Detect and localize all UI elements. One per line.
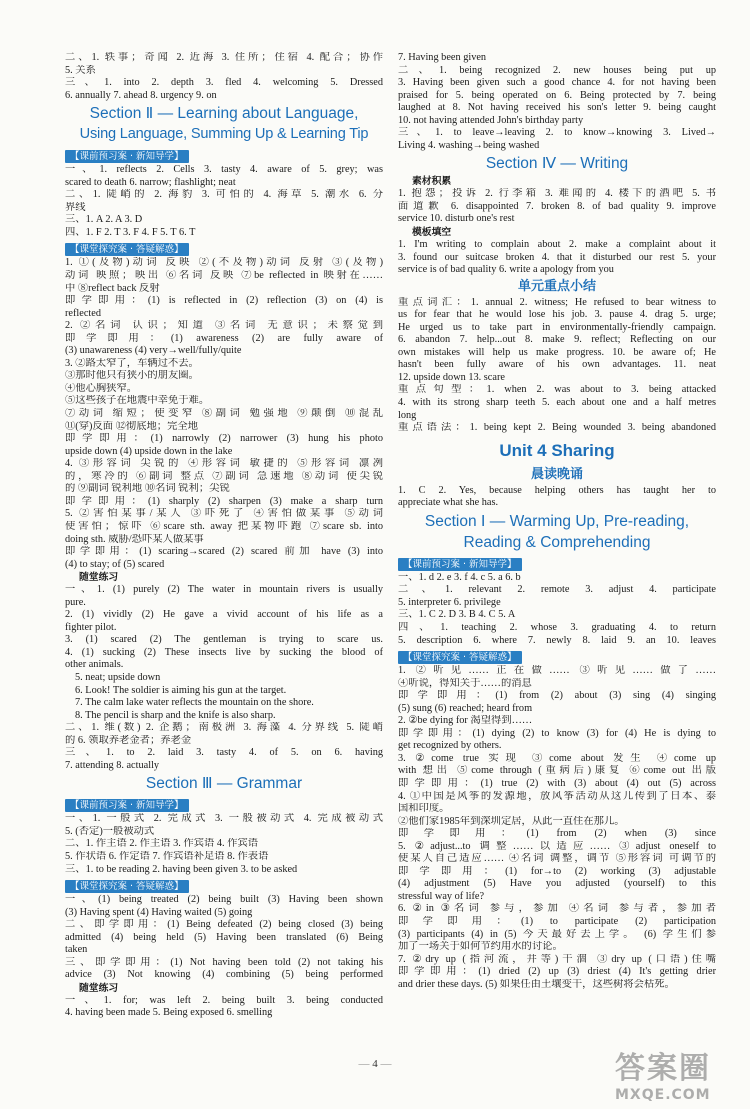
answer-line: 2. (1) vividly (2) He gave a vivid account of his life as a	[65, 609, 383, 621]
answer-line: advice (3) Not knowing (4) combining (5) being performed	[65, 969, 383, 981]
answer-line: 动词 映照；映出 ⑥名词 反映 ⑦be reflected in 映射在……	[65, 270, 383, 282]
answer-line: 7. Having been given	[398, 52, 487, 63]
subsection-title: 单元重点小结	[517, 278, 596, 294]
answer-line: He urged us to take part in environmentally-friendly campaign.	[398, 321, 716, 333]
answer-line: hasn't been fully aware of his own advantages. 11. neat	[398, 359, 716, 371]
answer-line: 二、1. 作主语 2. 作主语 3. 作宾语 4. 作宾语	[65, 838, 259, 850]
answer-line: 3. Having been given such a good chance 4. for not having been	[398, 77, 716, 89]
answer-line: 重点词汇：1. annual 2. witness; He refused to bear witness to	[398, 296, 716, 308]
answer-line: 10. not having attended John's birthday party	[398, 114, 584, 126]
answer-line: 7. ②dry up (指河流，井等)干涸 ③dry up (口语)住嘴	[398, 953, 716, 965]
section-banner: 【课前预习案 · 新知导学】	[65, 799, 189, 812]
watermark-bottom: MXQE.COM	[615, 1087, 711, 1103]
answer-line: 5. interpreter 6. privilege	[398, 596, 501, 608]
watermark-top: 答案圈	[615, 1051, 711, 1086]
section-banner: 【课堂探究案 · 答疑解惑】	[65, 880, 189, 893]
answer-line: 即学即用：(1) true (2) with (3) about (4) out (5) across	[398, 777, 716, 789]
answer-line: 1. I'm writing to complain about 2. make a complaint about it	[398, 239, 716, 251]
answer-line: 4. having been made 5. Being exposed 6. smelling	[65, 1007, 273, 1019]
answer-line: 即学即用：(1) for→to (2) working (3) adjustable	[398, 865, 716, 877]
answer-line: 5. 作状语 6. 作定语 7. 作宾语补足语 8. 作表语	[65, 850, 269, 862]
answer-line: 3. found our suitcase broken 4. that it disturbed our rest 5. your	[398, 251, 716, 263]
answer-line: 即学即用：(1) sharply (2) sharpen (3) make a sharp turn	[65, 495, 383, 507]
answer-line: Living 4. washing→being washed	[398, 139, 540, 151]
answer-line: 一、1. (1) purely (2) The water in mountain rivers is usually	[65, 584, 383, 596]
answer-line: 一、1. for; was left 2. being built 3. being conducted	[65, 994, 383, 1006]
section-banner: 【课前预习案 · 新知导学】	[65, 150, 189, 163]
answer-line: 中 ⑧reflect back 反射	[65, 282, 160, 294]
answer-line: ②他们家1985年到深圳定居，从此一直住在那儿。	[398, 815, 625, 827]
answer-line: 的 6. 领取养老金者；养老金	[65, 734, 192, 746]
answer-line: 一、(1) being treated (2) being built (3) Having been shown	[65, 894, 383, 906]
answer-line: 即学即用：(1) to participate (2) participation	[398, 915, 716, 927]
answer-line: 即学即用：(1) narrowly (2) narrower (3) hung his photo	[65, 433, 383, 445]
answer-line: 7. attending 8. actually	[65, 759, 160, 771]
watermark-logo	[615, 1052, 745, 1107]
answer-line: 7. The calm lake water reflects the mountain on the shore.	[75, 697, 314, 709]
answer-line: 四、1. teaching 2. whose 3. graduating 4. to return	[398, 621, 716, 633]
left-column	[65, 52, 383, 1020]
answer-line: 即学即用：(1) from (2) when (3) since	[398, 828, 716, 840]
section-banner: 【课堂探究案 · 答疑解惑】	[398, 651, 522, 664]
answer-line: laughed at 8. Not having received his son's letter 9. being caught	[398, 102, 716, 114]
answer-line: 1. ①(及物)动词 反映 ②(不及物)动词 反射 ③(及物)	[65, 257, 383, 269]
subsection-title: 晨读晚诵	[530, 466, 583, 482]
answer-line: us for fear that he would lose his job. 3. pause 4. drag 5. urge;	[398, 309, 716, 321]
banner-row	[65, 795, 383, 813]
banner-row	[398, 554, 716, 572]
answer-line: 6. ②in ③名词 参与，参加 ④名词 参与者，参加者	[398, 903, 716, 915]
answer-line: ⑪(穿)反面 ⑫彻底地；完全地	[65, 420, 198, 432]
answer-line: 3. ②come true 实现 ③come about 发生 ④come up	[398, 752, 716, 764]
answer-line: 即学即用：(1) scaring→scared (2) scared 前加 have (3) into	[65, 546, 383, 558]
answer-line: 面道歉 6. disappointed 7. broken 8. of bad quality 9. improve	[398, 200, 716, 212]
answer-line: 8. The pencil is sharp and the knife is also sharp.	[75, 709, 276, 721]
answer-line: 2. ②名词 认识；知道 ③名词 无意识；未察觉到	[65, 320, 383, 332]
answer-line: 1. 抱怨；投诉 2. 行李箱 3. 难闻的 4. 楼下的酒吧 5. 书	[398, 188, 716, 200]
answer-line: stressful way of life?	[398, 890, 485, 902]
subsection-label: 模板填空	[412, 227, 452, 239]
answer-line: 5. description 6. where 7. newly 8. laid 9. an 10. leaves	[398, 634, 716, 646]
answer-line: (4) to stay; of (5) scared	[65, 558, 165, 570]
answer-line: 5. neat; upside down	[75, 671, 161, 683]
answer-line: 三、1. C 2. D 3. B 4. C 5. A	[398, 609, 516, 621]
answer-line: 一、1. d 2. e 3. f 4. c 5. a 6. b	[398, 571, 521, 583]
answer-line: 3. ②路太窄了，车辆过不去。	[65, 357, 199, 369]
answer-line: 4. ③形容词 尖锐的 ④形容词 敏捷的 ⑤形容词 凛冽	[65, 458, 383, 470]
banner-row	[65, 239, 383, 257]
subsection-label: 随堂练习	[79, 572, 119, 584]
banner-row	[65, 876, 383, 894]
answer-line: 的 ⑨副词 锐利地 ⑩名词 锐利；尖锐	[65, 483, 230, 495]
banner-row	[65, 146, 383, 164]
right-column	[398, 52, 716, 991]
answer-line: 2. ②be dying for 渴望得到……	[398, 715, 533, 727]
section-banner: 【课堂探究案 · 答疑解惑】	[65, 243, 189, 256]
answer-line: own mistakes will help us make progress. 10. be aware of; He	[398, 346, 716, 358]
answer-line: (3) unawareness (4) very→well/fully/quite	[65, 345, 242, 357]
banner-row	[398, 647, 716, 665]
answer-line: 二、1. relevant 2. remote 3. adjust 4. participate	[398, 584, 716, 596]
answer-line: 1. ②听见……正在做…… ③听见……做了……	[398, 665, 716, 677]
section-banner: 【课前预习案 · 新知导学】	[398, 558, 522, 571]
answer-line: service is of bad quality 6. write a apology from you	[398, 264, 614, 276]
answer-line: doing sth. 威胁/恐吓某人做某事	[65, 533, 204, 545]
answer-line: ⑦动词 缩短；使变窄 ⑧副词 勉强地 ⑨颠倒 ⑩混乱	[65, 408, 383, 420]
answer-line: ③那时他只有狭小的朋友圈。	[65, 370, 199, 382]
answer-line: reflected	[65, 307, 102, 319]
answer-line: admitted (4) being held (5) Having been translated (6) Being	[65, 931, 383, 943]
page-number-value: 4	[372, 1058, 378, 1070]
answer-line: (5) sung (6) reached; heard from	[398, 702, 533, 714]
answer-line: 4. with its strong sharp teeth 5. each about one and a half metres	[398, 397, 716, 409]
answer-line: 二、1. 轶事；奇闻 2. 近海 3. 住所；住宿 4. 配合；协作	[65, 52, 383, 63]
answer-line: 4. (1) sucking (2) These insects live by sucking the blood of	[65, 646, 383, 658]
answer-line: 国和印度。	[398, 803, 450, 815]
answer-line: 二、1. 陡峭的 2. 海豹 3. 可怕的 4. 海草 5. 潮水 6. 分	[65, 189, 383, 201]
answer-line: 重点语法：1. being kept 2. Being wounded 3. being abandoned	[398, 422, 716, 434]
answer-line: 四、1. F 2. T 3. F 4. F 5. T 6. T	[65, 226, 196, 238]
section-heading: Section Ⅳ — Writing	[485, 155, 629, 173]
answer-line: appreciate what she has.	[398, 497, 499, 509]
answer-line: 1. C 2. Yes, because helping others has taught her to	[398, 484, 716, 496]
answer-line: pure.	[65, 596, 86, 608]
section-heading: Section Ⅲ — Grammar	[145, 775, 303, 793]
answer-line: ④他心胸狭窄。	[65, 382, 138, 394]
answer-line: 6. annually 7. ahead 8. urgency 9. on	[65, 89, 217, 101]
answer-line: get recognized by others.	[398, 740, 502, 752]
answer-line: taken	[65, 944, 88, 956]
answer-line: 三、1. into 2. depth 3. fled 4. welcoming 5. Dressed	[65, 77, 383, 89]
answer-line: 即学即用：(1) is reflected in (2) reflection (3) on (4) is	[65, 295, 383, 307]
answer-line: 使害怕；惊吓 ⑥scare sth. away 把某物吓跑 ⑦scare sb. into	[65, 520, 383, 532]
answer-line: 二、1. being recognized 2. new houses being put up	[398, 64, 716, 76]
answer-line: ⑤这些孩子在地震中幸免于难。	[65, 395, 210, 407]
answer-line: 5. 关系	[65, 64, 96, 76]
answer-line: 即学即用：(1) awareness (2) are fully aware of	[65, 332, 383, 344]
answer-line: praised for 5. being operated on 6. Being protected by 7. being	[398, 89, 716, 101]
subsection-label: 素材积累	[412, 176, 452, 188]
answer-line: 三、1. to 2. laid 3. tasty 4. of 5. on 6. having	[65, 747, 383, 759]
section-heading: Reading & Comprehending	[463, 533, 651, 551]
page-number: — 4 —	[358, 1058, 392, 1070]
answer-line: 加了一场关于如何节约用水的讨论。	[398, 941, 563, 953]
answer-line: 二、即学即用：(1) Being defeated (2) being closed (3) being	[65, 919, 383, 931]
unit-title: Unit 4 Sharing	[499, 440, 615, 460]
answer-line: 使某人自己适应…… ④名词 调整，调节 ⑤形容词 可调节的	[398, 853, 716, 865]
answer-line: long	[398, 409, 417, 421]
answer-line: upside down (4) upside down in the lake	[65, 445, 233, 457]
answer-line: 12. upside down 13. scare	[398, 371, 505, 383]
answer-line: fighter pilot.	[65, 621, 117, 633]
answer-line: 一、1. 一般式 2. 完成式 3. 一般被动式 4. 完成被动式	[65, 813, 383, 825]
section-heading: Using Language, Summing Up & Learning Tip	[79, 126, 369, 143]
answer-line: and drier these days. (5) 如果任由土壤变干，这些树将会枯死。	[398, 978, 675, 990]
answer-line: service 10. disturb one's rest	[398, 213, 515, 225]
answer-line: 界线	[65, 201, 86, 213]
answer-line: 二、1. 维(数) 2. 企鹅；南极洲 3. 海藻 4. 分界线 5. 陡峭	[65, 722, 383, 734]
answer-line: 6. Look! The soldier is aiming his gun at the target.	[75, 684, 287, 696]
section-heading: Section Ⅰ — Warming Up, Pre-reading,	[424, 512, 690, 530]
answer-line: 5. (否定)一般被动式	[65, 825, 155, 837]
answer-line: other animals.	[65, 659, 124, 671]
subsection-label: 随堂练习	[79, 982, 119, 994]
answer-line: (3) Having spent (4) Having waited (5) going	[65, 906, 253, 918]
answer-line: 5. ②adjust...to 调整……以适应…… ③adjust oneself to	[398, 840, 716, 852]
answer-line: 三、1. A 2. A 3. D	[65, 214, 143, 226]
answer-line: 一、1. reflects 2. Cells 3. tasty 4. aware of 5. grey; was	[65, 164, 383, 176]
answer-line: 4. ①中国是风筝的发源地，放风筝活动从这儿传到了日本、泰	[398, 790, 716, 802]
answer-line: 3. (1) scared (2) The gentleman is trying to scare us.	[65, 634, 383, 646]
answer-line: scared to death 6. narrow; flashlight; neat	[65, 176, 236, 188]
answer-line: 三、即学即用：(1) Not having been told (2) not taking his	[65, 956, 383, 968]
answer-line: 三、1. to be reading 2. having been given 3. to be asked	[65, 863, 298, 875]
answer-line: with 想出 ⑤come through (重病后)康复 ⑥come out 出版	[398, 765, 716, 777]
answer-line: ④听说，得知关于……的消息	[398, 677, 532, 689]
answer-line: 即学即用：(1) from (2) about (3) sing (4) singing	[398, 690, 716, 702]
answer-line: 即学即用：(1) dried (2) up (3) driest (4) It's getting drier	[398, 966, 716, 978]
answer-line: (4) adjustment (5) Have you adjusted (yourself) to this	[398, 878, 716, 890]
answer-line: 即学即用：(1) dying (2) to know (3) for (4) He is dying to	[398, 727, 716, 739]
answer-line: 重点句型：1. when 2. was about to 3. being attacked	[398, 384, 716, 396]
answer-line: 5. ②害怕某事/某人 ③吓死了 ④害怕做某事 ⑤动词	[65, 508, 383, 520]
section-heading: Section Ⅱ — Learning about Language,	[89, 105, 359, 123]
answer-line: (3) participants (4) in (5) 今天最好去上学。 (6) 学生们参	[398, 928, 716, 940]
answer-line: 的，寒冷的 ⑥副词 整点 ⑦副词 急速地 ⑧动词 使尖锐	[65, 470, 383, 482]
answer-line: 三、1. to leave→leaving 2. to know→knowing 3. Lived→	[398, 127, 716, 139]
answer-line: 6. abandon 7. help...out 8. make 9. reflect; Reflecting on our	[398, 334, 716, 346]
